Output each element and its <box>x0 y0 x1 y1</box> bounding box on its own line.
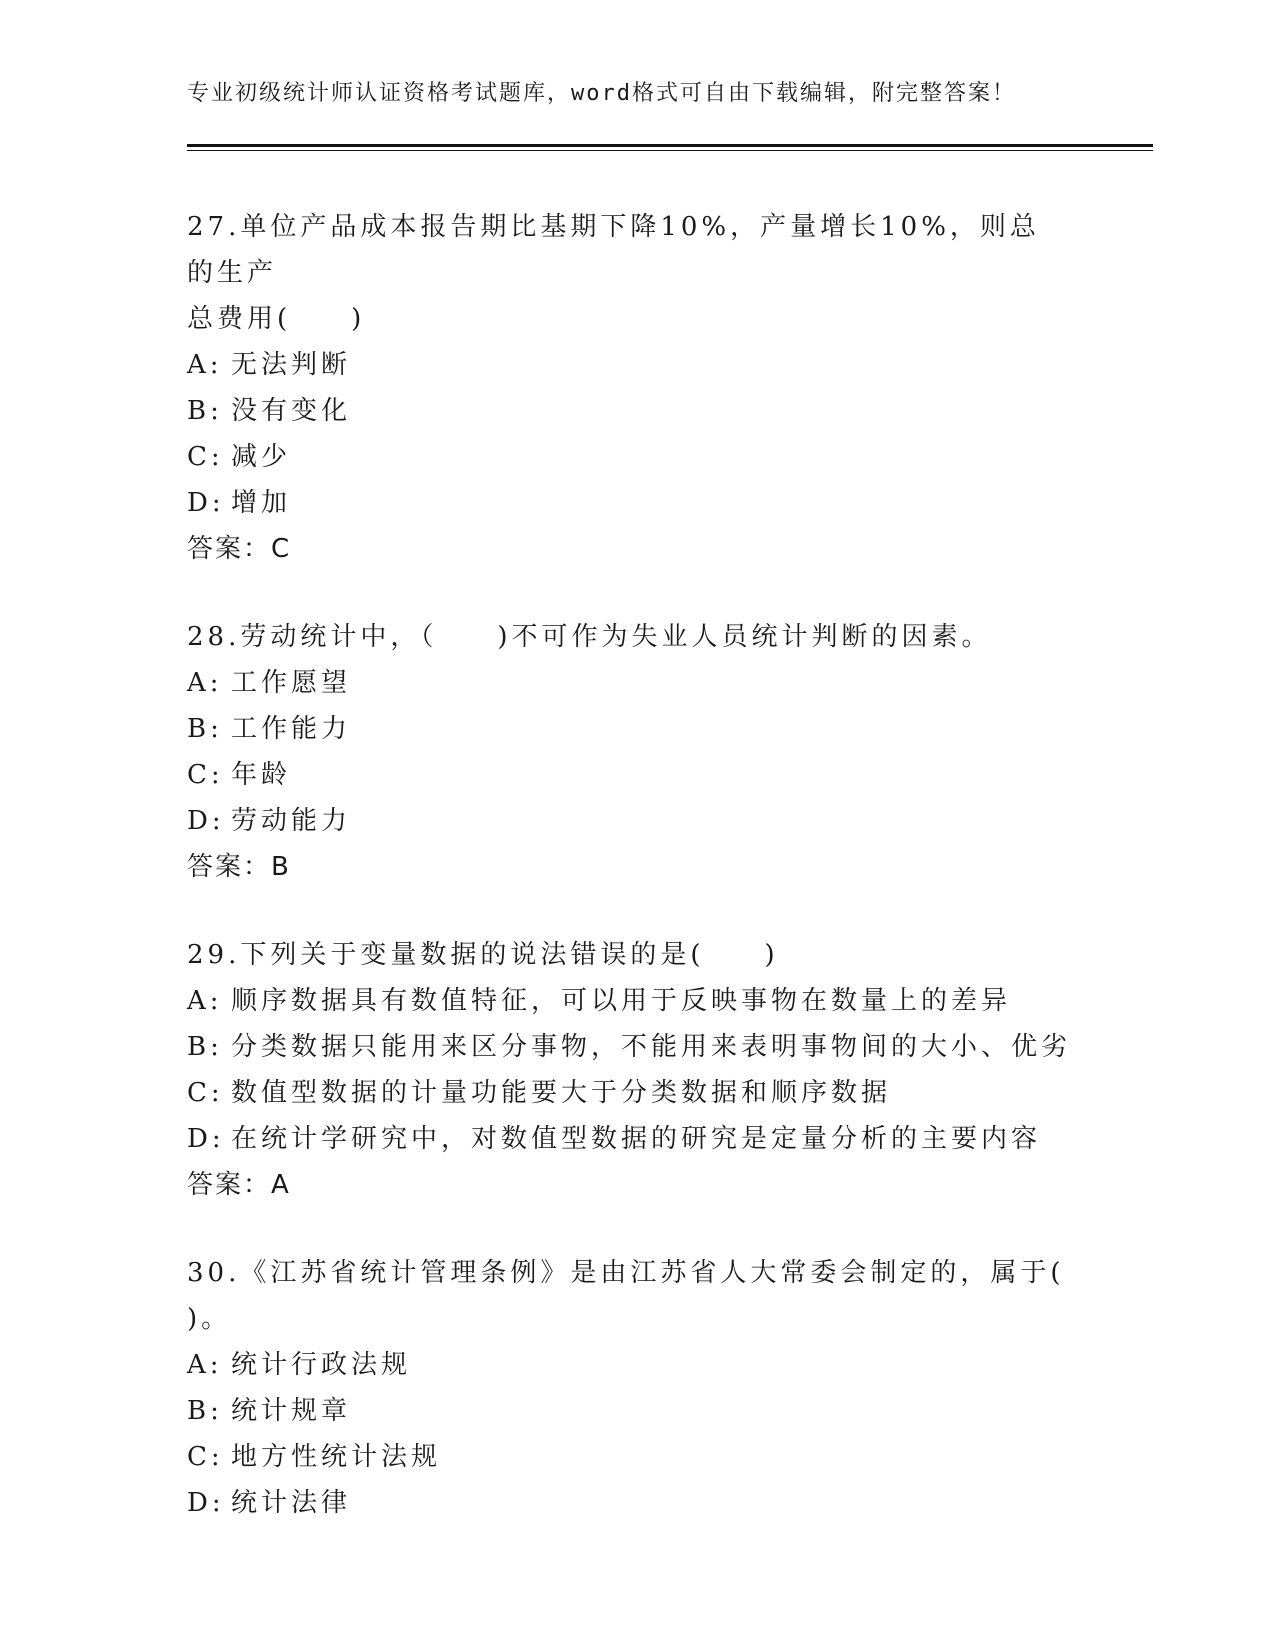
option-a <box>187 978 1087 1024</box>
option-text: 没有变化 <box>231 396 352 426</box>
option-letter: B: <box>187 1396 223 1426</box>
option-letter: C: <box>187 760 224 790</box>
option-letter: D: <box>187 1488 225 1518</box>
header-divider-thick <box>187 144 1153 147</box>
option-letter: C: <box>187 1078 224 1108</box>
option-b <box>187 1388 1087 1434</box>
option-d <box>187 480 1087 526</box>
option-text: 地方性统计法规 <box>231 1442 442 1472</box>
option-text: 在统计学研究中，对数值型数据的研究是定量分析的主要内容 <box>231 1124 1042 1154</box>
question-stem-continued: )。 <box>187 1304 232 1334</box>
header-divider-thin <box>187 150 1153 151</box>
option-text: 无法判断 <box>231 350 352 380</box>
option-text: 劳动能力 <box>231 806 352 836</box>
question-29 <box>187 932 1087 1208</box>
option-c <box>187 752 1087 798</box>
question-stem: 28.劳动统计中，（ )不可作为失业人员统计判断的因素。 <box>187 622 992 652</box>
option-text: 年龄 <box>231 760 292 790</box>
option-text: 工作愿望 <box>231 668 352 698</box>
question-28 <box>187 614 1087 890</box>
option-text: 工作能力 <box>231 714 352 744</box>
page-header: 专业初级统计师认证资格考试题库，word格式可自由下载编辑，附完整答案！ <box>187 81 1016 106</box>
question-27 <box>187 204 1087 572</box>
question-list <box>187 204 1087 1568</box>
question-stem: 27.单位产品成本报告期比基期下降10%，产量增长10%，则总的生产 <box>187 212 1040 288</box>
answer-line: 答案：A <box>187 1170 291 1200</box>
option-b <box>187 706 1087 752</box>
option-letter: C: <box>187 442 224 472</box>
option-letter: A: <box>187 1350 223 1380</box>
option-text: 增加 <box>231 488 292 518</box>
option-a <box>187 342 1087 388</box>
question-stem-continued: 总费用( ) <box>187 304 366 334</box>
option-d <box>187 798 1087 844</box>
option-letter: C: <box>187 1442 224 1472</box>
question-stem: 30.《江苏省统计管理条例》是由江苏省人大常委会制定的，属于( <box>187 1258 1065 1288</box>
option-text: 统计法律 <box>231 1488 352 1518</box>
answer-line: 答案：B <box>187 852 291 882</box>
option-c <box>187 1070 1087 1116</box>
option-letter: D: <box>187 488 225 518</box>
option-text: 数值型数据的计量功能要大于分类数据和顺序数据 <box>231 1078 892 1108</box>
option-letter: A: <box>187 668 223 698</box>
answer-line: 答案：C <box>187 534 292 564</box>
option-c <box>187 1434 1087 1480</box>
option-letter: D: <box>187 1124 225 1154</box>
option-letter: D: <box>187 806 225 836</box>
option-a <box>187 1342 1087 1388</box>
option-letter: B: <box>187 714 223 744</box>
option-d <box>187 1480 1087 1526</box>
option-b <box>187 388 1087 434</box>
option-text: 统计规章 <box>231 1396 352 1426</box>
option-a <box>187 660 1087 706</box>
option-text: 统计行政法规 <box>231 1350 412 1380</box>
option-letter: A: <box>187 350 223 380</box>
option-letter: A: <box>187 986 223 1016</box>
question-stem: 29.下列关于变量数据的说法错误的是( ) <box>187 940 779 970</box>
option-b <box>187 1024 1087 1070</box>
option-text: 分类数据只能用来区分事物，不能用来表明事物间的大小、优劣 <box>231 1032 1072 1062</box>
option-letter: B: <box>187 1032 223 1062</box>
option-text: 顺序数据具有数值特征，可以用于反映事物在数量上的差异 <box>231 986 1012 1016</box>
option-letter: B: <box>187 396 223 426</box>
option-text: 减少 <box>231 442 292 472</box>
question-30 <box>187 1250 1087 1526</box>
option-c <box>187 434 1087 480</box>
option-d <box>187 1116 1087 1162</box>
